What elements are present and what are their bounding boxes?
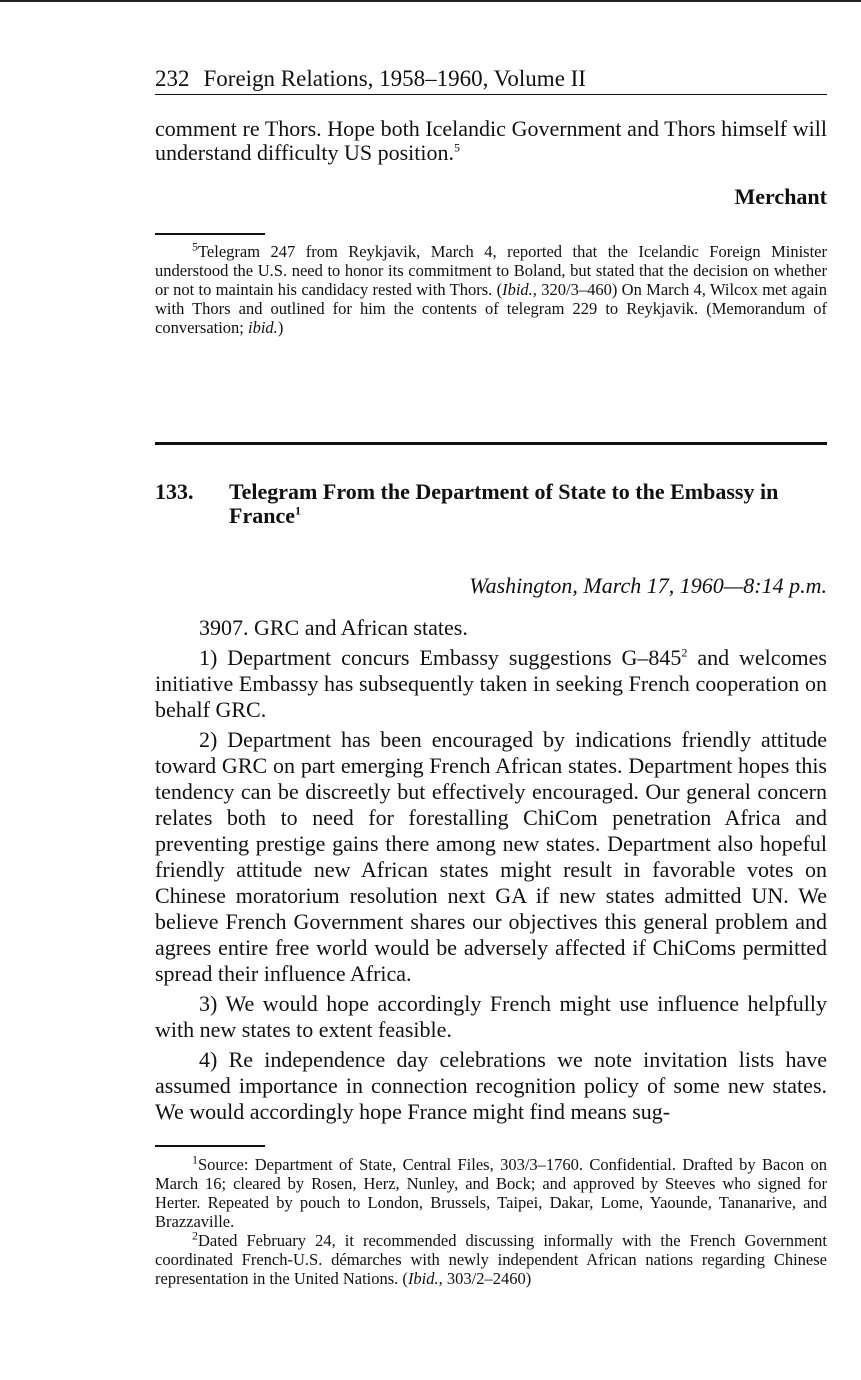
- footnote-5: [155, 239, 828, 337]
- volume-title: Foreign Relations, 1958–1960, Volume II: [203, 66, 586, 91]
- paragraph-3: 3) We would hope accordingly French might use influence helpfully with new states to extent feasible.: [155, 991, 827, 1042]
- footnote-5-ibid-2: ibid.: [248, 318, 278, 337]
- top-border-rule: [0, 0, 861, 2]
- continuation-paragraph: [155, 117, 827, 165]
- paragraph-1-text-b: and welcomes initiative Embassy has subsequently taken in seeking French cooperation on behalf GRC.: [155, 645, 827, 722]
- document-body: [155, 615, 827, 1129]
- title-footnote-ref: 1: [294, 503, 301, 518]
- footnote-rule: [155, 233, 265, 235]
- footnote-2-text-a: Dated February 24, it recommended discussing informally with the French Government coordinated French-U.S. démarches with newly independent African nations regarding Chinese representation in the United Nations. (: [155, 1231, 827, 1288]
- dateline: Washington, March 17, 1960—8:14 p.m.: [469, 573, 827, 598]
- footnote-1: [155, 1152, 827, 1231]
- footnote-5-text-c: ): [277, 318, 284, 337]
- footnote-ref-5: 5: [454, 140, 461, 155]
- footnote-5-text-b: , 320/3–460) On March 4, Wilcox met again with Thors and outlined for him the contents of telegram 229 to Reykjavik. (Memorandum of conversation;: [155, 280, 828, 337]
- document-title: Telegram From the Department of State to the Embassy in France: [229, 479, 779, 528]
- document-number: 133.: [155, 479, 194, 504]
- running-head: [155, 64, 827, 95]
- footnotes-block: [155, 1152, 827, 1288]
- paragraph-1: [155, 645, 827, 723]
- continuation-text: comment re Thors. Hope both Icelandic Government and Thors himself will understand difficulty US position.: [155, 116, 827, 165]
- footnote-2-text-b: , 303/2–2460): [438, 1269, 532, 1288]
- footnote-5-marker: 5: [192, 239, 198, 254]
- footnote-1-text: Source: Department of State, Central Files, 303/3–1760. Confidential. Drafted by Bacon on March 16; cleared by Rosen, Herz, Nunley, and Bock; and approved by Steeves who signed for Herter. Repeated by pouch to London, Brussels, Taipei, Dakar, Lome, Yaounde, Tananarive, and Brazzaville.: [155, 1155, 827, 1231]
- page-number: 232: [155, 66, 190, 91]
- document-title-wrap: [229, 480, 827, 528]
- footnote-ref-2: 2: [681, 645, 688, 660]
- footnote-5-text-a: Telegram 247 from Reykjavik, March 4, reported that the Icelandic Foreign Minister understood the U.S. need to honor its commitment to Boland, but stated that the decision on whether or not to maintain his candidacy rested with Thors. (: [155, 242, 827, 299]
- paragraph-1-text-a: 1) Department concurs Embassy suggestions G–845: [199, 645, 682, 670]
- footnote-2-ibid: Ibid.: [407, 1269, 439, 1288]
- document-heading: [155, 480, 827, 528]
- footnote-5-ibid-1: Ibid.: [502, 280, 533, 299]
- footnote-rule-2: [155, 1145, 265, 1147]
- footnote-2-marker: 2: [192, 1228, 198, 1243]
- paragraph-2: 2) Department has been encouraged by indications friendly attitude toward GRC on part emerging French African states. Department hopes this tendency can be discreetly but effectively encouraged. Our general concern relates both to need for forestalling ChiCom penetration Africa and preventing prestige gains there among new states. Department also hopeful friendly attitude new African states might result in favorable votes on Chinese moratorium resolution next GA if new states admitted UN. We believe French Government shares our objectives this general problem and agrees entire free world would be adversely affected if ChiComs permitted spread their influence Africa.: [155, 727, 827, 986]
- signature: Merchant: [734, 184, 827, 209]
- paragraph-4: 4) Re independence day celebrations we note invitation lists have assumed importance in connection recognition policy of some new states. We would accordingly hope France might find means sug-: [155, 1047, 827, 1124]
- paragraph-0: 3907. GRC and African states.: [199, 615, 468, 640]
- section-divider: [155, 442, 827, 445]
- footnote-1-marker: 1: [192, 1152, 198, 1167]
- footnote-2: [155, 1228, 827, 1288]
